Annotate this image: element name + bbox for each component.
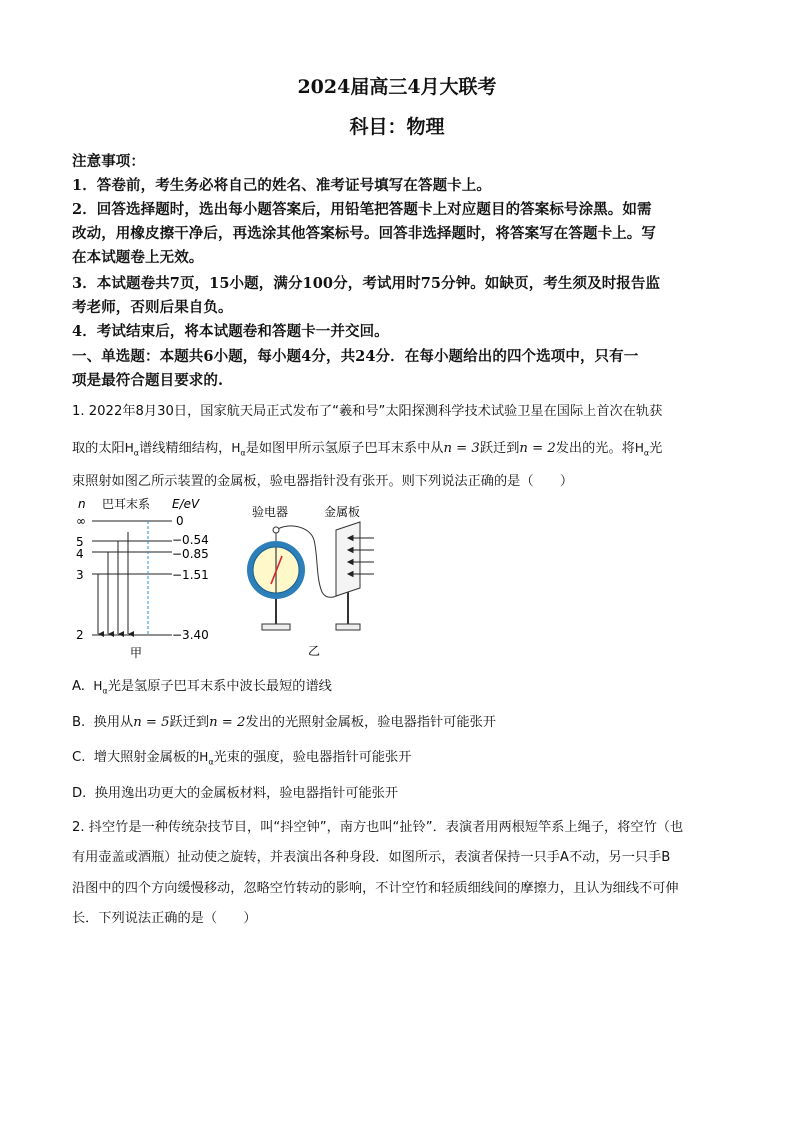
q1-line: 束照射如图乙所示装置的金属板，验电器指针没有张开。则下列说法正确的是（ ） — [72, 474, 574, 489]
level-e: −1.51 — [172, 568, 209, 582]
q2-line: 有用壶盖或酒瓶）扯动使之旋转，并表演出各种身段．如图所示，表演者保持一只手A不动，另一只手B — [72, 850, 671, 865]
electroscope-apparatus — [240, 500, 400, 660]
electroscope-base — [262, 624, 290, 630]
notice-heading: 注意事项： — [72, 153, 145, 170]
q1-option-d: D. 换用逸出功更大的金属板材料，验电器指针可能张开 — [72, 786, 399, 801]
notice-line: 改动，用橡皮擦干净后，再选涂其他答案标号。回答非选择题时，将答案写在答题卡上。写 — [72, 225, 656, 242]
figure-caption-jia: 甲 — [130, 646, 143, 660]
q1-line: 1. 2022年8月30日，国家航天局正式发布了“羲和号”太阳探测科学技术试验卫星在国际上首次在轨获 — [72, 404, 663, 419]
figure-caption-yi: 乙 — [308, 644, 321, 658]
q1-text: 谱线精细结构， — [139, 441, 232, 456]
q1-text: 跃迁到 — [479, 441, 520, 456]
section-heading-line: 项是最符合题目要求的. — [72, 372, 224, 389]
q2-line: 2. 抖空竹是一种传统杂技节目，叫“抖空钟”，南方也叫“扯铃”．表演者用两根短竿系上绳子，将空竹（也 — [72, 820, 684, 835]
q2-line: 沿图中的四个方向缓慢移动，忽略空竹转动的影响，不计空竹和轻质细线间的摩擦力，且认为细线不可伸 — [72, 881, 679, 896]
level-e: −0.85 — [172, 547, 209, 561]
section-heading-line: 一、单选题：本题共6小题，每小题4分，共24分．在每小题给出的四个选项中，只有一 — [72, 348, 639, 365]
metal-plate-label: 金属板 — [324, 505, 361, 519]
q1-text: 发出的光。将 — [555, 441, 635, 456]
q1-line — [72, 437, 662, 457]
notice-line: 考老师，否则后果自负。 — [72, 299, 233, 316]
level-e: −0.54 — [172, 533, 209, 547]
q1-option-c: C. 增大照射金属板的$H_\alpha$光束的强度，验电器指针可能张开 — [72, 750, 412, 767]
n-axis-label: n — [78, 497, 86, 511]
notice-line: 2．回答选择题时，选出每小题答案后，用铅笔把答题卡上对应题目的答案标号涂黑。如需 — [72, 201, 652, 218]
level-n: 4 — [76, 547, 84, 561]
n3-formula: n = 3 — [443, 441, 480, 456]
q1-option-b: B. 换用从n = 5跃迁到n = 2发出的光照射金属板，验电器指针可能张开 — [72, 715, 496, 730]
h-alpha-symbol: $H_\alpha$ — [124, 441, 140, 458]
h-alpha-symbol: $H_\alpha$ — [231, 441, 246, 458]
exam-title: 2024届高三4月大联考 — [297, 76, 497, 98]
q1-text: 取的太阳 — [72, 441, 125, 456]
notice-line: 在本试题卷上无效。 — [72, 249, 204, 266]
level-e: −3.40 — [172, 628, 209, 642]
h-alpha-symbol: $H_\alpha$ — [199, 750, 214, 767]
h-alpha-symbol: $H_\alpha$ — [634, 441, 650, 458]
energy-axis-label: E/eV — [172, 497, 200, 511]
electroscope-knob — [273, 527, 279, 533]
q2-line: 长．下列说法正确的是（ ） — [72, 911, 257, 926]
level-e: 0 — [176, 514, 184, 528]
q1-text: 是如图甲所示氢原子巴耳末系中从 — [245, 441, 444, 456]
level-n: 3 — [76, 568, 84, 582]
metal-plate — [336, 522, 360, 596]
notice-line: 1．答卷前，考生务必将自己的姓名、准考证号填写在答题卡上。 — [72, 177, 491, 194]
energy-level-diagram — [72, 494, 222, 662]
q1-text: 光 — [649, 441, 663, 456]
n2-formula: n = 2 — [519, 441, 556, 456]
q1-option-a: A. $H_\alpha$光是氢原子巴耳末系中波长最短的谱线 — [72, 679, 332, 696]
level-n: ∞ — [76, 514, 86, 528]
h-alpha-symbol: $H_\alpha$ — [93, 679, 108, 696]
notice-line: 4．考试结束后，将本试题卷和答题卡一并交回。 — [72, 323, 389, 340]
level-n: 5 — [76, 535, 84, 549]
notice-line: 3．本试题卷共7页，15小题，满分100分，考试用时75分钟。如缺页，考生须及时报告监 — [72, 275, 661, 292]
balmer-series-label: 巴耳末系 — [102, 497, 151, 511]
level-n: 2 — [76, 628, 84, 642]
plate-base — [336, 624, 360, 630]
electroscope-label: 验电器 — [252, 505, 289, 519]
subject-title: 科目：物理 — [349, 116, 445, 138]
